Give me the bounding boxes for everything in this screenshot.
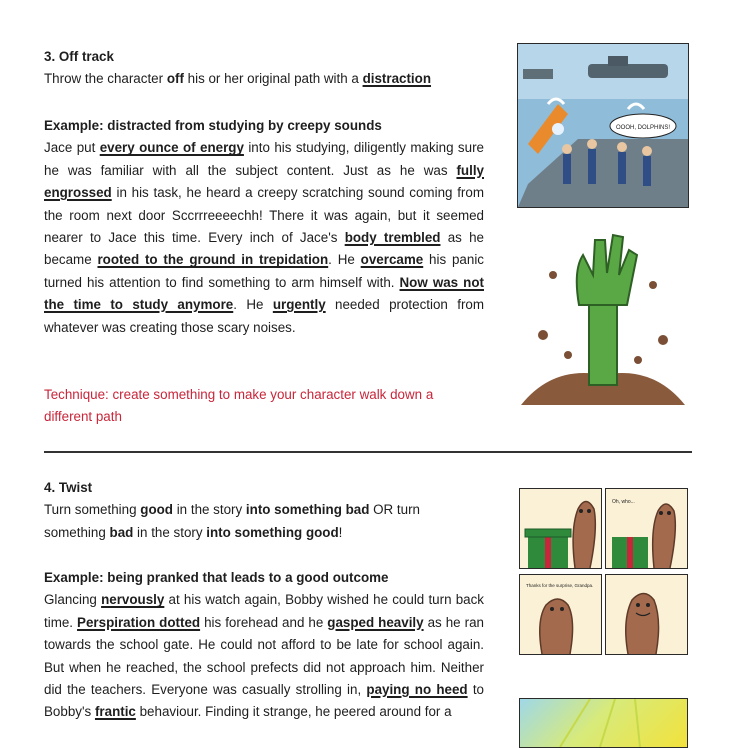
worm-gift-open-icon	[606, 489, 687, 568]
speech-bubble-text: OOOH, DOLPHINS!	[615, 125, 671, 131]
comic-sailors-illustration	[518, 44, 688, 207]
comic-sailors-dolphins	[517, 43, 689, 208]
example-story: Jace put every ounce of energy into his studying, diligently making sure he was familiar with all the subject content. Just as he was fully engrossed in his task, he heard a creepy scratching sound coming from the room next door Sccrrreeeechh! There it was again, but it seemed nearer to Jace this time. Every inch of Jace's body trembled as he became rooted to the ground in trepidation. He overcame his panic turned his attention to find something to arm himself with. Now was not the time to study anymore. He urgently needed protection from whatever was creating those scary noises.	[44, 140, 485, 335]
section-intro: Throw the character off his or her original path with a distraction	[44, 71, 432, 87]
section-off-track	[44, 46, 484, 91]
worm-smile-icon	[606, 575, 687, 654]
section-heading: 3. Off track	[44, 49, 114, 64]
worm-comic-panel-4	[605, 574, 688, 655]
worm-comic-panel-2	[605, 488, 688, 569]
sunburst-icon	[520, 699, 687, 747]
section-divider	[44, 451, 692, 453]
panel-3-caption: Thanks for the surprise, Grandpa.	[526, 583, 594, 588]
section-intro: Turn something good in the story into something bad OR turn something bad in the story into something good!	[44, 502, 421, 540]
example-heading: Example: distracted from studying by creepy sounds	[44, 118, 382, 133]
section-heading: 4. Twist	[44, 480, 93, 495]
bottom-illustration	[519, 698, 688, 748]
worm-comic-panel-3	[519, 574, 602, 655]
worm-gift-icon	[520, 489, 601, 568]
technique-note: Technique: create something to make your character walk down a different path	[44, 387, 434, 425]
example-heading: Example: being pranked that leads to a good outcome	[44, 570, 389, 585]
worm-comic-panel-1	[519, 488, 602, 569]
example-story: Glancing nervously at his watch again, Bobby wished he could turn back time. Perspiration dotted his forehead and he gasped heavily as he ran towards the school gate. He could not afford to be late for school again. But when he reached, the school prefects did not approach him. Neither did the teachers. Everyone was casually strolling in, paying no heed to Bobby's frantic behaviour. Finding it strange, he peered around for a	[44, 592, 484, 720]
panel-2-caption: Oh, who...	[612, 499, 635, 505]
worm-thanks-icon	[520, 575, 601, 654]
example-block	[44, 115, 484, 339]
section-twist	[44, 477, 484, 544]
zombie-hand-illustration	[513, 215, 693, 420]
zombie-hand-icon	[513, 215, 693, 420]
example-block	[44, 567, 484, 724]
